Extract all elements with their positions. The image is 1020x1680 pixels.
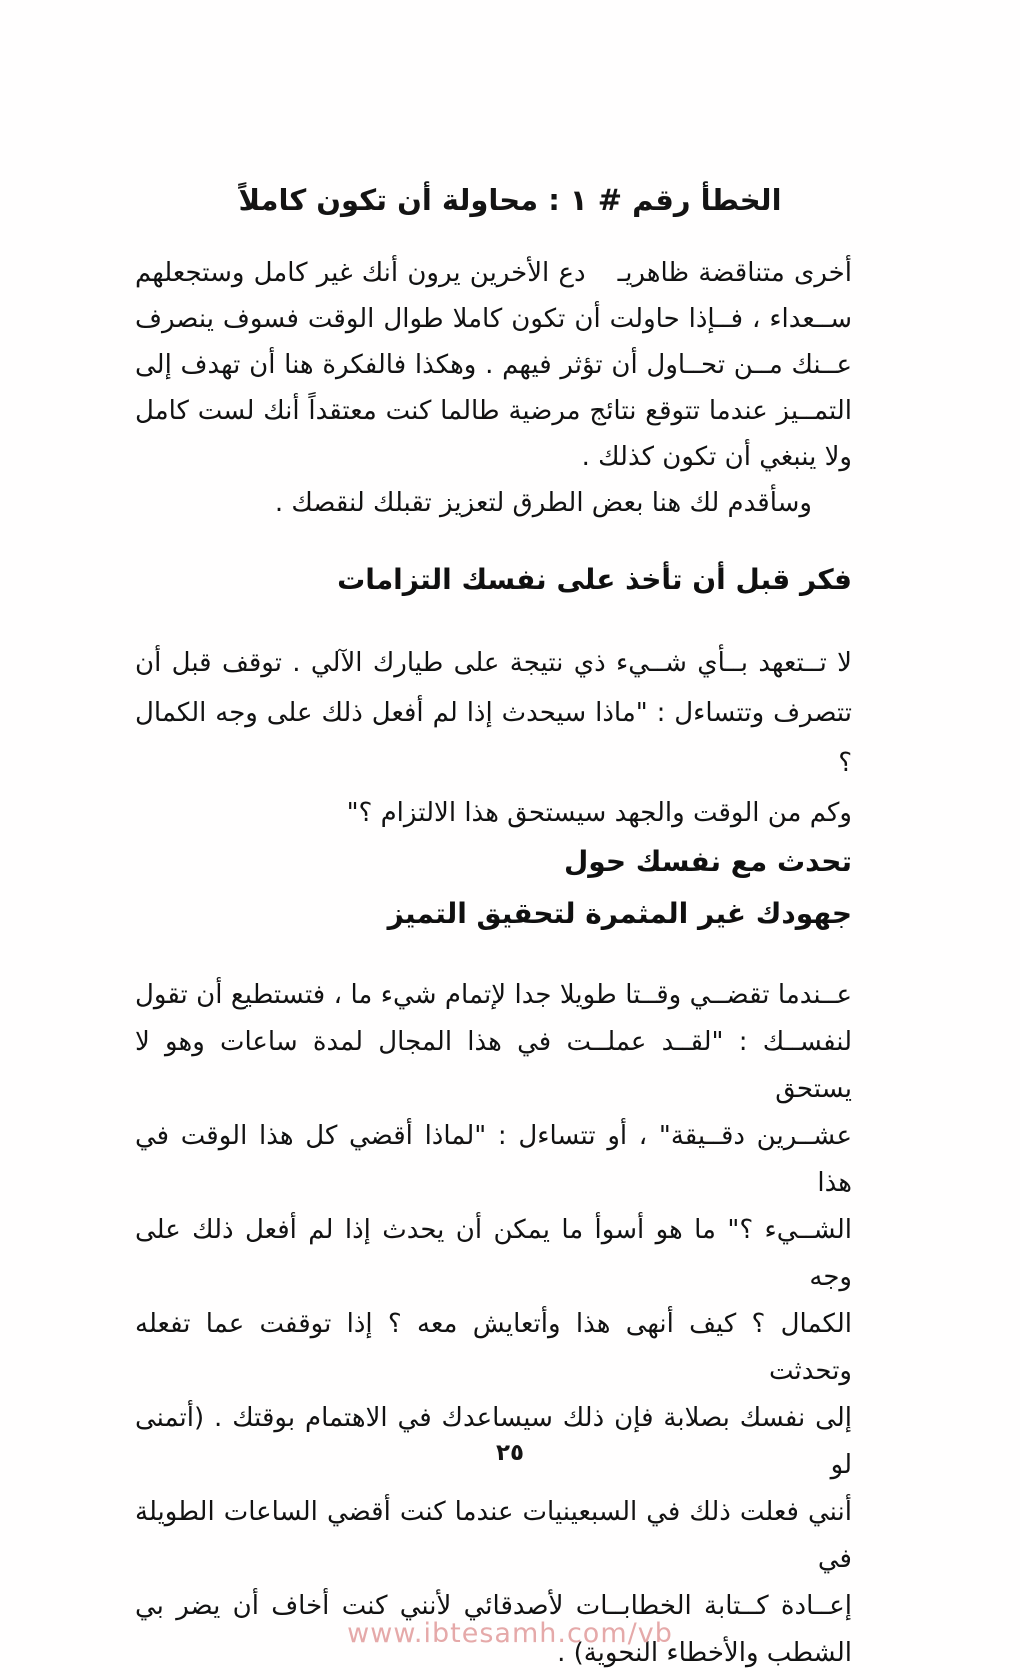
heading-line: جهودك غير المثمرة لتحقيق التميز (387, 897, 852, 930)
text-line: أنني فعلت ذلك في السبعينيات عندما كنت أقضي الساعات الطويلة في (135, 1497, 852, 1574)
paragraph-1 (135, 250, 852, 526)
text-line: ســعداء ، فــإذا حاولت أن تكون كاملا طوال الوقت فسوف ينصرف (135, 304, 852, 334)
text-fragment: دع الأخرين يرون أنك غير كامل وستجعلهم (135, 258, 586, 288)
text-line: إلى نفسك بصلابة فإن ذلك سيساعدك في الاهتمام بوقتك . (أتمنى لو (135, 1403, 852, 1480)
paragraph-3 (135, 972, 852, 1677)
text-line: ولا ينبغي أن تكون كذلك . (581, 442, 852, 472)
text-line: الكمال ؟ كيف أنهى هذا وأتعايش معه ؟ إذا توقفت عما تفعله وتحدثت (135, 1309, 852, 1386)
paragraph-2 (135, 638, 852, 838)
heading-line: تحدث مع نفسك حول (564, 845, 852, 878)
text-line (135, 250, 852, 296)
text-line: عــنك مــن تحــاول أن تؤثر فيهم . وهكذا فالفكرة هنا أن تهدف إلى (135, 350, 852, 380)
section-heading-self-talk (135, 836, 852, 940)
chapter-title: الخطأ رقم # ١ : محاولة أن تكون كاملاً (238, 183, 782, 217)
text-line: لا تــتعهد بــأي شــيء ذي نتيجة على طيارك الآلي . توقف قبل أن (135, 648, 852, 678)
text-line: الشطب والأخطاء النحوية) . (557, 1638, 852, 1668)
watermark-url: www.ibtesamh.com/vb (347, 1618, 673, 1649)
text-line: عــندما تقضــي وقــتا طويلا جدا لإتمام شيء ما ، فتستطيع أن تقول (135, 980, 852, 1010)
page-number: ٢٥ (495, 1440, 525, 1466)
section-heading-think-before-commitments: فكر قبل أن تأخذ على نفسك التزامات (337, 563, 852, 596)
text-line: وسأقدم لك هنا بعض الطرق لتعزيز تقبلك لنقصك . (274, 488, 812, 518)
text-fragment: أخرى متناقضة ظاهريـ (617, 258, 852, 288)
text-line: التمــيز عندما تتوقع نتائج مرضية طالما كنت معتقداً أنك لست كامل (135, 396, 852, 426)
text-line: الشــيء ؟" ما هو أسوأ ما يمكن أن يحدث إذا لم أفعل ذلك على وجه (135, 1215, 852, 1292)
text-line: وكم من الوقت والجهد سيستحق هذا الالتزام ؟" (346, 798, 852, 828)
text-line: عشــرين دقــيقة" ، أو تتساءل : "لماذا أقضي كل هذا الوقت في هذا (135, 1121, 852, 1198)
text-line: لنفســك : "لقــد عملــت في هذا المجال لمدة ساعات وهو لا يستحق (135, 1027, 852, 1104)
text-line: إعــادة كــتابة الخطابــات لأصدقائي لأنني كنت أخاف أن يضر بي (135, 1591, 852, 1621)
text-line: تتصرف وتتساءل : "ماذا سيحدث إذا لم أفعل ذلك على وجه الكمال ؟ (135, 698, 852, 778)
